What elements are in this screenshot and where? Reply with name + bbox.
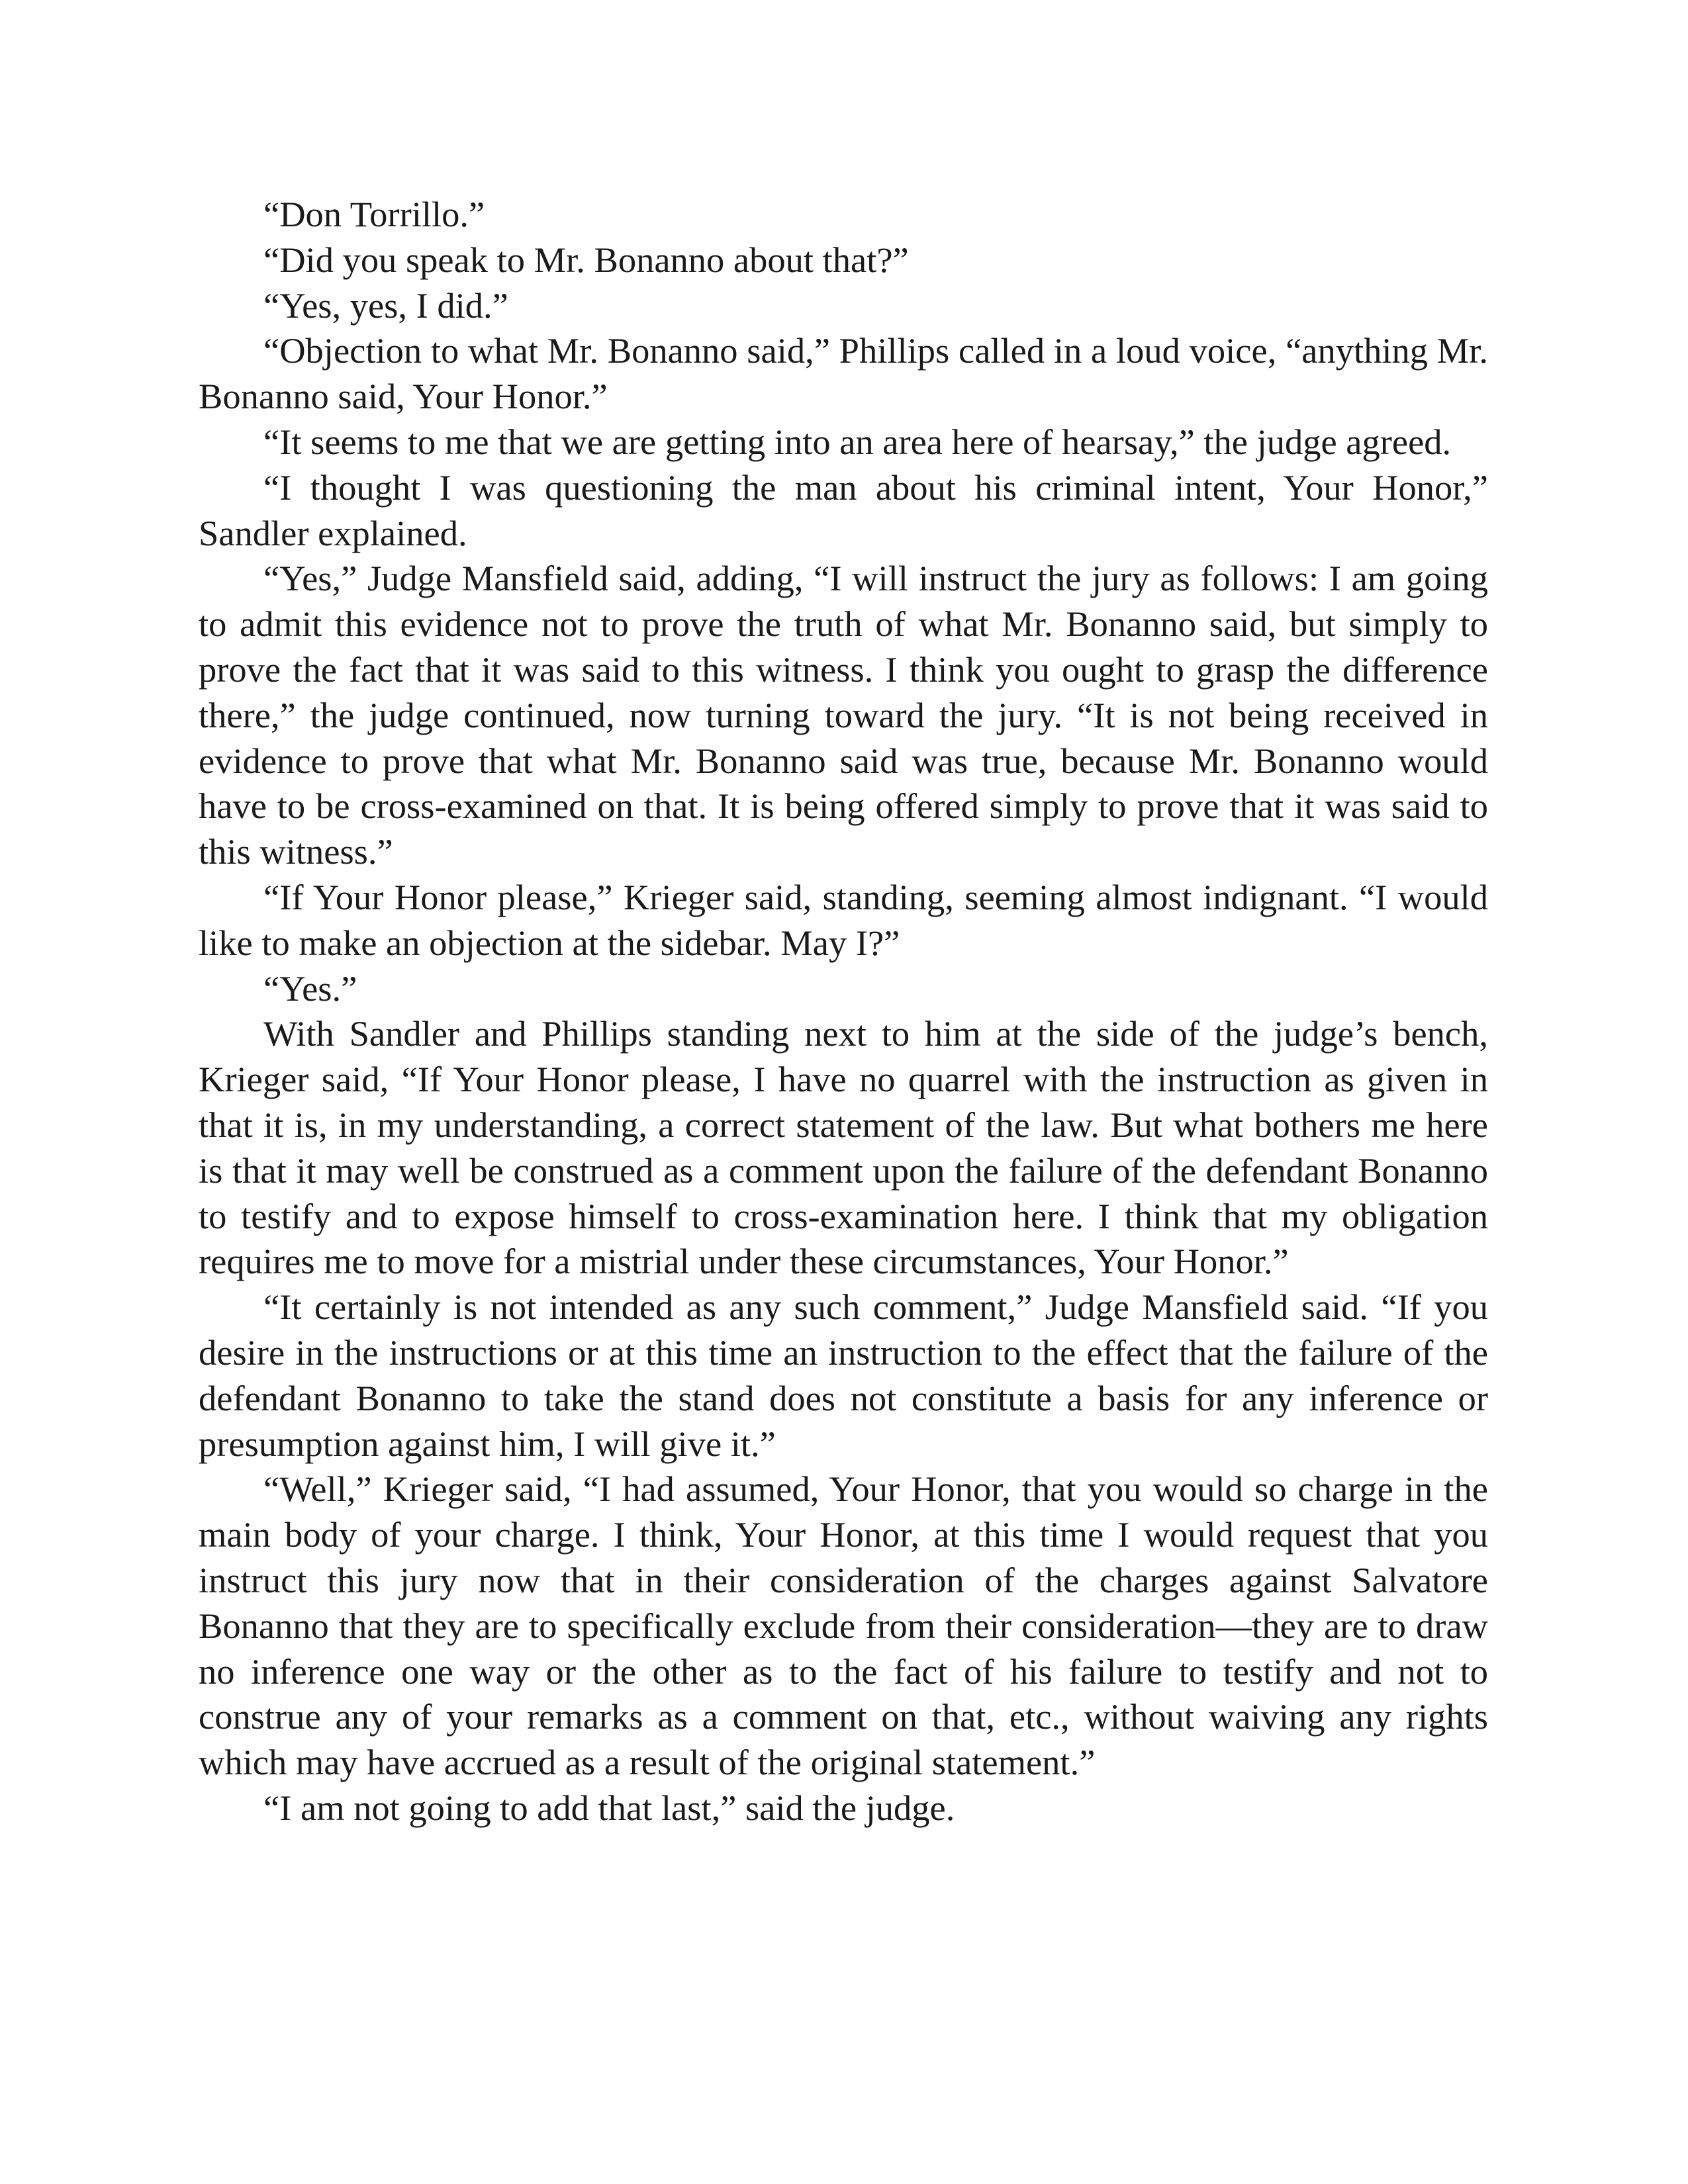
paragraph: “I am not going to add that last,” said the judge. [263,1787,955,1828]
paragraph: “I thought I was questioning the man about his criminal intent, Your Honor,” Sandler explained. [199,467,1488,553]
paragraph: “Yes.” [263,968,357,1009]
paragraph: “Yes,” Judge Mansfield said, adding, “I will instruct the jury as follows: I am going to admit this evidence not to prove the truth of what Mr. Bonanno said, but simply to prove the fact that it was said to this witness. I think you ought to grasp the difference there,” the judge continued, now turning toward the jury. “It is not being received in evidence to prove that what Mr. Bonanno said was true, because Mr. Bonanno would have to be cross-examined on that. It is being offered simply to prove that it was said to this witness.” [199,558,1488,872]
paragraph: “Did you speak to Mr. Bonanno about that?” [263,239,909,280]
paragraph: “Don Torrillo.” [263,194,485,234]
paragraph: With Sandler and Phillips standing next to him at the side of the judge’s bench, Krieger said, “If Your Honor please, I have no quarrel with the instruction as given in that it is, in my understanding, a correct statement of the law. But what bothers me here is that it may well be construed as a comment upon the failure of the defendant Bonanno to testify and to expose himself to cross-examination here. I think that my obligation requires me to move for a mistrial under these circumstances, Your Honor.” [199,1013,1488,1282]
paragraph: “It seems to me that we are getting into an area here of hearsay,” the judge agreed. [263,421,1452,462]
paragraph: “Well,” Krieger said, “I had assumed, Your Honor, that you would so charge in the main body of your charge. I think, Your Honor, at this time I would request that you instruct this jury now that in their consideration of the charges against Salvatore Bonanno that they are to specifically exclude from their consideration—they are to draw no inference one way or the other as to the fact of his failure to testify and not to construe any of your remarks as a comment on that, etc., without waiving any rights which may have accrued as a result of the original statement.” [199,1469,1488,1783]
paragraph: “It certainly is not intended as any such comment,” Judge Mansfield said. “If you desire in the instructions or at this time an instruction to the effect that the failure of the defendant Bonanno to take the stand does not constitute a basis for any inference or presumption against him, I will give it.” [199,1287,1488,1464]
paragraph: “If Your Honor please,” Krieger said, standing, seeming almost indignant. “I would like to make an objection at the sidebar. May I?” [199,876,1488,963]
paragraph: “Objection to what Mr. Bonanno said,” Phillips called in a loud voice, “anything Mr. Bonanno said, Your Honor.” [199,330,1488,417]
paragraph: “Yes, yes, I did.” [263,285,508,326]
page-body [199,192,1488,1831]
